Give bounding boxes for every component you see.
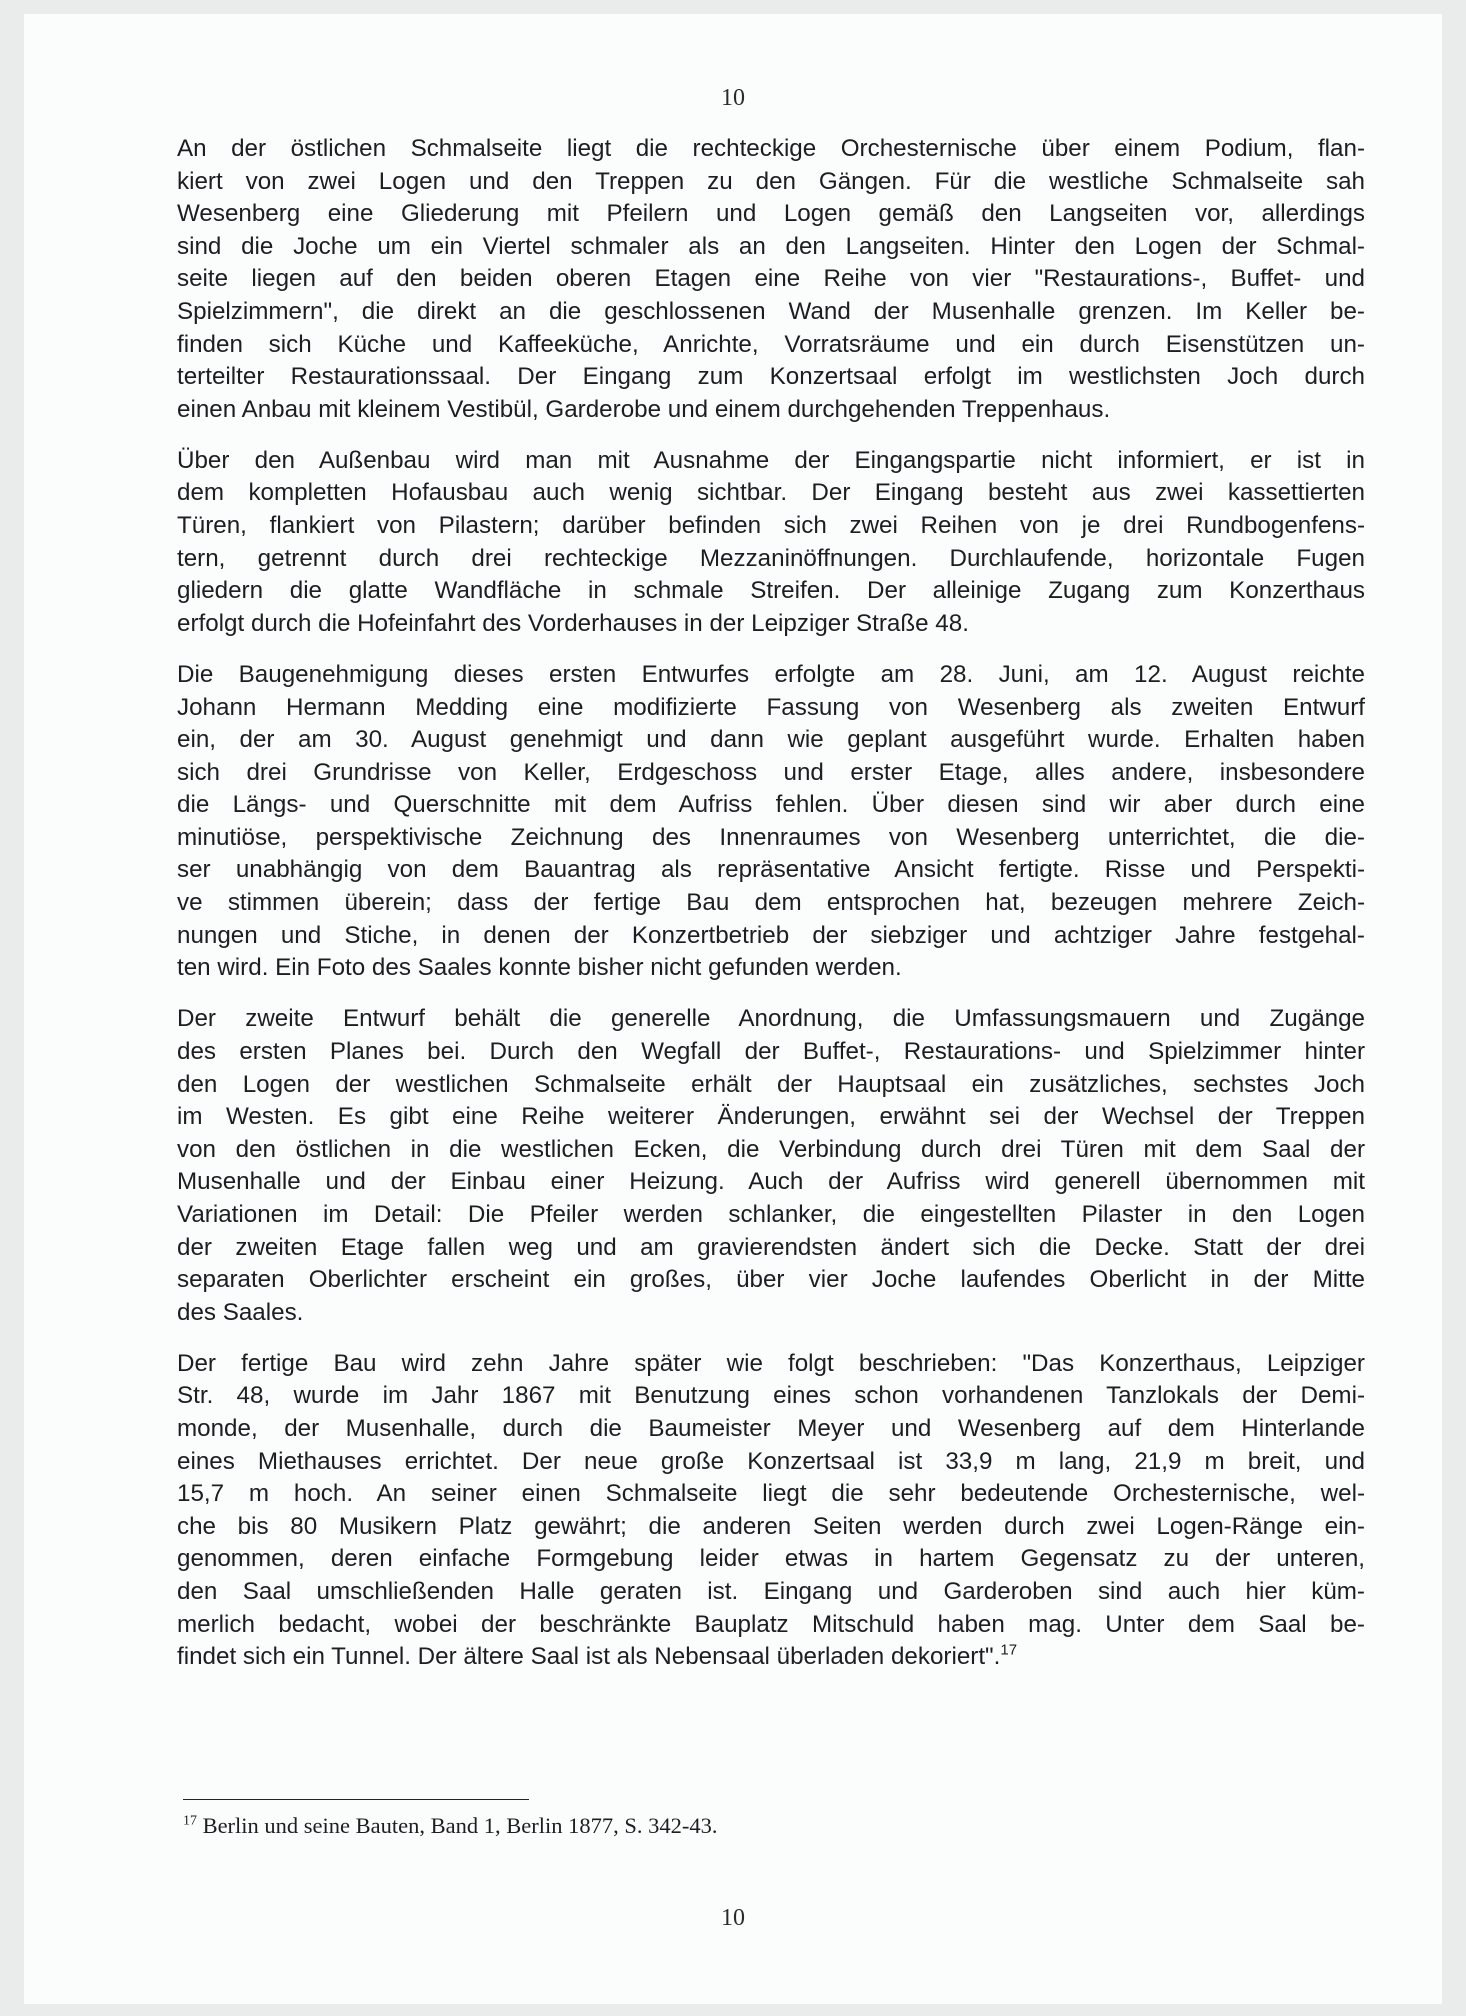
footnote-number: 17 — [183, 1813, 197, 1829]
text-line: den Logen der westlichen Schmalseite erhält der Hauptsaal ein zusätzliches, sechstes Joch — [177, 1070, 1365, 1098]
text-line: kiert von zwei Logen und den Treppen zu den Gängen. Für die westliche Schmalseite sah — [177, 167, 1365, 195]
text-line: ve stimmen überein; dass der fertige Bau dem entsprochen hat, bezeugen mehrere Zeich- — [177, 889, 1365, 917]
footnote-17 — [183, 1812, 718, 1840]
text-line: 15,7 m hoch. An seiner einen Schmalseite liegt die sehr bedeutende Orchesternische, wel- — [177, 1480, 1365, 1508]
text-line: genommen, deren einfache Formgebung leider etwas in hartem Gegensatz zu der unteren, — [177, 1545, 1365, 1573]
text-line: Über den Außenbau wird man mit Ausnahme der Eingangspartie nicht informiert, er ist in — [177, 446, 1365, 474]
text-line: terteilter Restaurationssaal. Der Eingang zum Konzertsaal erfolgt im westlichsten Joch durch — [177, 363, 1365, 391]
text-line: tern, getrennt durch drei rechteckige Mezzaninöffnungen. Durchlaufende, horizontale Fugen — [177, 544, 1365, 572]
text-line: Johann Hermann Medding eine modifizierte Fassung von Wesenberg als zweiten Entwurf — [177, 693, 1365, 721]
text-line: minutiöse, perspektivische Zeichnung des Innenraumes von Wesenberg unterrichtet, die die- — [177, 823, 1365, 851]
text-line: monde, der Musenhalle, durch die Baumeister Meyer und Wesenberg auf dem Hinterlande — [177, 1414, 1365, 1442]
text-line: Str. 48, wurde im Jahr 1867 mit Benutzung eines schon vorhandenen Tanzlokals der Demi- — [177, 1382, 1365, 1410]
text-line: Die Baugenehmigung dieses ersten Entwurfes erfolgte am 28. Juni, am 12. August reichte — [177, 660, 1365, 688]
text-line: des Saales. — [177, 1298, 304, 1326]
text-line: den Saal umschließenden Halle geraten ist. Eingang und Garderoben sind auch hier küm- — [177, 1577, 1365, 1605]
text-line: gliedern die glatte Wandfläche in schmale Streifen. Der alleinige Zugang zum Konzerthaus — [177, 577, 1365, 605]
body-text — [177, 133, 1365, 1692]
text-line: ser unabhängig von dem Bauantrag als repräsentative Ansicht fertigte. Risse und Perspekti- — [177, 856, 1365, 884]
footnote-reference[interactable]: 17 — [1000, 1641, 1018, 1659]
text-line: che bis 80 Musikern Platz gewährt; die anderen Seiten werden durch zwei Logen-Ränge ein- — [177, 1512, 1365, 1540]
text-line: Variationen im Detail: Die Pfeiler werden schlanker, die eingestellten Pilaster in den Logen — [177, 1200, 1365, 1228]
text-line: separaten Oberlichter erscheint ein großes, über vier Joche laufendes Oberlicht in der Mitte — [177, 1266, 1365, 1294]
paragraph-1 — [177, 133, 1365, 426]
text-line: seite liegen auf den beiden oberen Etagen eine Reihe von vier "Restaurations-, Buffet- und — [177, 265, 1365, 293]
text-line: die Längs- und Querschnitte mit dem Aufriss fehlen. Über diesen sind wir aber durch eine — [177, 791, 1365, 819]
paragraph-4 — [177, 1003, 1365, 1329]
text-line: dem kompletten Hofausbau auch wenig sichtbar. Der Eingang besteht aus zwei kassettierten — [177, 479, 1365, 507]
text-line: ein, der am 30. August genehmigt und dann wie geplant ausgeführt wurde. Erhalten haben — [177, 726, 1365, 754]
text-line: erfolgt durch die Hofeinfahrt des Vorderhauses in der Leipziger Straße 48. — [177, 609, 969, 637]
text-line — [177, 1641, 1365, 1674]
text-line: Der fertige Bau wird zehn Jahre später wie folgt beschrieben: "Das Konzerthaus, Leipziger — [177, 1349, 1365, 1377]
paragraph-5 — [177, 1348, 1365, 1674]
text-line: einen Anbau mit kleinem Vestibül, Garderobe und einem durchgehenden Treppenhaus. — [177, 395, 1111, 423]
text-line: nungen und Stiche, in denen der Konzertbetrieb der siebziger und achtziger Jahre festgehal- — [177, 921, 1365, 949]
text-line: des ersten Planes bei. Durch den Wegfall der Buffet-, Restaurations- und Spielzimmer hinter — [177, 1037, 1365, 1065]
text-line: Musenhalle und der Einbau einer Heizung. Auch der Aufriss wird generell übernommen mit — [177, 1168, 1365, 1196]
text-line: sich drei Grundrisse von Keller, Erdgeschoss und erster Etage, alles andere, insbesondere — [177, 758, 1365, 786]
paragraph-2 — [177, 445, 1365, 641]
text-line: von den östlichen in die westlichen Ecken, die Verbindung durch drei Türen mit dem Saal der — [177, 1135, 1365, 1163]
paragraph-3 — [177, 659, 1365, 985]
page-number-header: 10 — [721, 85, 745, 111]
text-line: Wesenberg eine Gliederung mit Pfeilern und Logen gemäß den Langseiten vor, allerdings — [177, 200, 1365, 228]
text-line: ten wird. Ein Foto des Saales konnte bisher nicht gefunden werden. — [177, 954, 902, 982]
text-line-content: findet sich ein Tunnel. Der ältere Saal ist als Nebensaal überladen dekoriert". — [177, 1643, 1001, 1671]
text-line: der zweiten Etage fallen weg und am gravierendsten ändert sich die Decke. Statt der drei — [177, 1233, 1365, 1261]
text-line: sind die Joche um ein Viertel schmaler als an den Langseiten. Hinter den Logen der Schmal- — [177, 232, 1365, 260]
text-line: Spielzimmern", die direkt an die geschlossenen Wand der Musenhalle grenzen. Im Keller be- — [177, 297, 1365, 325]
text-line: eines Miethauses errichtet. Der neue große Konzertsaal ist 33,9 m lang, 21,9 m breit, und — [177, 1447, 1365, 1475]
text-line: finden sich Küche und Kaffeeküche, Anrichte, Vorratsräume und ein durch Eisenstützen un- — [177, 330, 1365, 358]
text-line: An der östlichen Schmalseite liegt die rechteckige Orchesternische über einem Podium, flan- — [177, 135, 1365, 162]
page-number-footer: 10 — [721, 1905, 745, 1931]
text-line: merlich bedacht, wobei der beschränkte Bauplatz Mitschuld haben mag. Unter dem Saal be- — [177, 1610, 1365, 1638]
text-line: Türen, flankiert von Pilastern; darüber befinden sich zwei Reihen von je drei Rundbogenfens- — [177, 512, 1365, 540]
text-line: im Westen. Es gibt eine Reihe weiterer Änderungen, erwähnt sei der Wechsel der Treppen — [177, 1103, 1365, 1131]
footnote-separator — [183, 1799, 529, 1800]
footnote-text: Berlin und seine Bauten, Band 1, Berlin 1877, S. 342-43. — [202, 1813, 718, 1838]
text-line: Der zweite Entwurf behält die generelle Anordnung, die Umfassungsmauern und Zugänge — [177, 1005, 1365, 1033]
